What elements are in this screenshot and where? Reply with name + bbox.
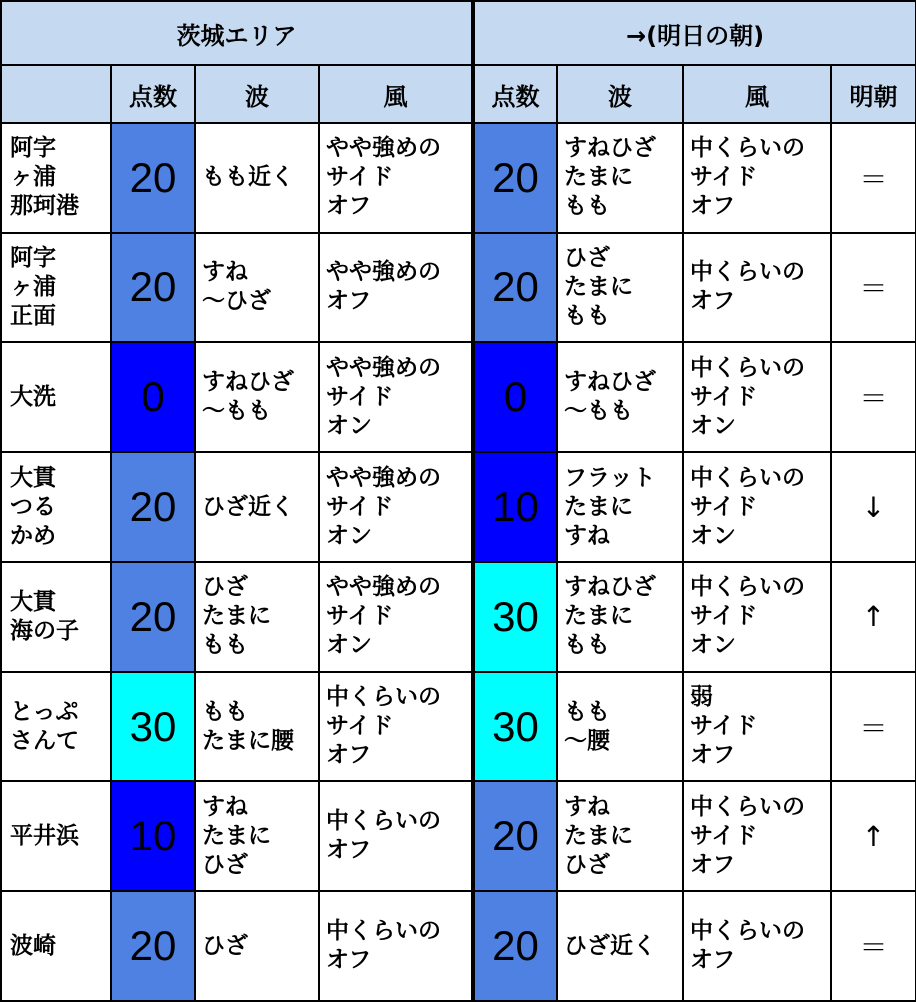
trend-cell: ＝ [831, 891, 916, 1001]
tomorrow-wave-cell: すね たまに ひざ [557, 781, 683, 891]
title-row [1, 1, 916, 65]
trend-header: 明朝 [831, 65, 916, 122]
tomorrow-wind-cell: 中くらいの サイド オン [683, 452, 831, 562]
location-cell: 阿字 ヶ浦 那珂港 [1, 123, 111, 233]
trend-cell: ↑ [831, 562, 916, 672]
tomorrow-wave-cell: すねひざ たまに もも [557, 123, 683, 233]
wind-cell: 中くらいの オフ [319, 781, 473, 891]
wave-cell: すねひざ ～もも [195, 342, 319, 452]
score-cell: 20 [111, 452, 195, 562]
wind-cell: 中くらいの オフ [319, 891, 473, 1001]
location-cell: 阿字 ヶ浦 正面 [1, 233, 111, 343]
tomorrow-wave-cell: すねひざ たまに もも [557, 562, 683, 672]
location-cell: 平井浜 [1, 781, 111, 891]
wave-cell: ひざ [195, 891, 319, 1001]
column-header-row [1, 65, 916, 122]
tomorrow-title: →(明日の朝) [473, 1, 916, 65]
table-row [1, 123, 916, 233]
tomorrow-wave-cell: もも ～腰 [557, 672, 683, 782]
location-cell: 大貫 海の子 [1, 562, 111, 672]
wind-header: 風 [319, 65, 473, 122]
score-cell: 20 [111, 123, 195, 233]
tomorrow-wave-cell: ひざ近く [557, 891, 683, 1001]
tomorrow-score-cell: 20 [473, 233, 557, 343]
tomorrow-score-cell: 20 [473, 123, 557, 233]
score-cell: 20 [111, 233, 195, 343]
score-cell: 20 [111, 562, 195, 672]
table-row [1, 233, 916, 343]
tomorrow-score-cell: 30 [473, 672, 557, 782]
location-cell: とっぷ さんて [1, 672, 111, 782]
score-cell: 30 [111, 672, 195, 782]
location-cell: 大貫 つる かめ [1, 452, 111, 562]
wave-cell: すね たまに ひざ [195, 781, 319, 891]
score-cell: 0 [111, 342, 195, 452]
wind-cell: やや強めの サイド オン [319, 342, 473, 452]
wind-cell: やや強めの サイド オン [319, 562, 473, 672]
tomorrow-wind-header: 風 [683, 65, 831, 122]
location-header-blank [1, 65, 111, 122]
wind-cell: 中くらいの サイド オフ [319, 672, 473, 782]
tomorrow-wave-header: 波 [557, 65, 683, 122]
tomorrow-wind-cell: 中くらいの サイド オフ [683, 781, 831, 891]
wave-cell: すね ～ひざ [195, 233, 319, 343]
trend-cell: ＝ [831, 233, 916, 343]
table-row [1, 342, 916, 452]
wave-cell: もも たまに腰 [195, 672, 319, 782]
tomorrow-score-cell: 0 [473, 342, 557, 452]
location-cell: 波崎 [1, 891, 111, 1001]
wave-cell: もも近く [195, 123, 319, 233]
tomorrow-wind-cell: 中くらいの オフ [683, 233, 831, 343]
score-cell: 10 [111, 781, 195, 891]
trend-cell: ＝ [831, 672, 916, 782]
score-cell: 20 [111, 891, 195, 1001]
tomorrow-wind-cell: 中くらいの オフ [683, 891, 831, 1001]
table-row [1, 891, 916, 1001]
tomorrow-wind-cell: 弱 サイド オフ [683, 672, 831, 782]
tomorrow-score-header: 点数 [473, 65, 557, 122]
table-row [1, 672, 916, 782]
tomorrow-wind-cell: 中くらいの サイド オン [683, 562, 831, 672]
wind-cell: やや強めの サイド オン [319, 452, 473, 562]
tomorrow-wave-cell: フラット たまに すね [557, 452, 683, 562]
tomorrow-score-cell: 10 [473, 452, 557, 562]
table-row [1, 781, 916, 891]
tomorrow-wind-cell: 中くらいの サイド オフ [683, 123, 831, 233]
trend-cell: ↑ [831, 781, 916, 891]
trend-cell: ＝ [831, 342, 916, 452]
table-row [1, 452, 916, 562]
wind-cell: やや強めの サイド オフ [319, 123, 473, 233]
table-row [1, 562, 916, 672]
tomorrow-wave-cell: すねひざ ～もも [557, 342, 683, 452]
score-header: 点数 [111, 65, 195, 122]
area-title: 茨城エリア [1, 1, 473, 65]
wave-cell: ひざ たまに もも [195, 562, 319, 672]
location-cell: 大洗 [1, 342, 111, 452]
wave-cell: ひざ近く [195, 452, 319, 562]
tomorrow-score-cell: 30 [473, 562, 557, 672]
trend-cell: ＝ [831, 123, 916, 233]
wave-header: 波 [195, 65, 319, 122]
trend-cell: ↓ [831, 452, 916, 562]
tomorrow-wave-cell: ひざ たまに もも [557, 233, 683, 343]
tomorrow-score-cell: 20 [473, 891, 557, 1001]
tomorrow-score-cell: 20 [473, 781, 557, 891]
tomorrow-wind-cell: 中くらいの サイド オン [683, 342, 831, 452]
wind-cell: やや強めの オフ [319, 233, 473, 343]
